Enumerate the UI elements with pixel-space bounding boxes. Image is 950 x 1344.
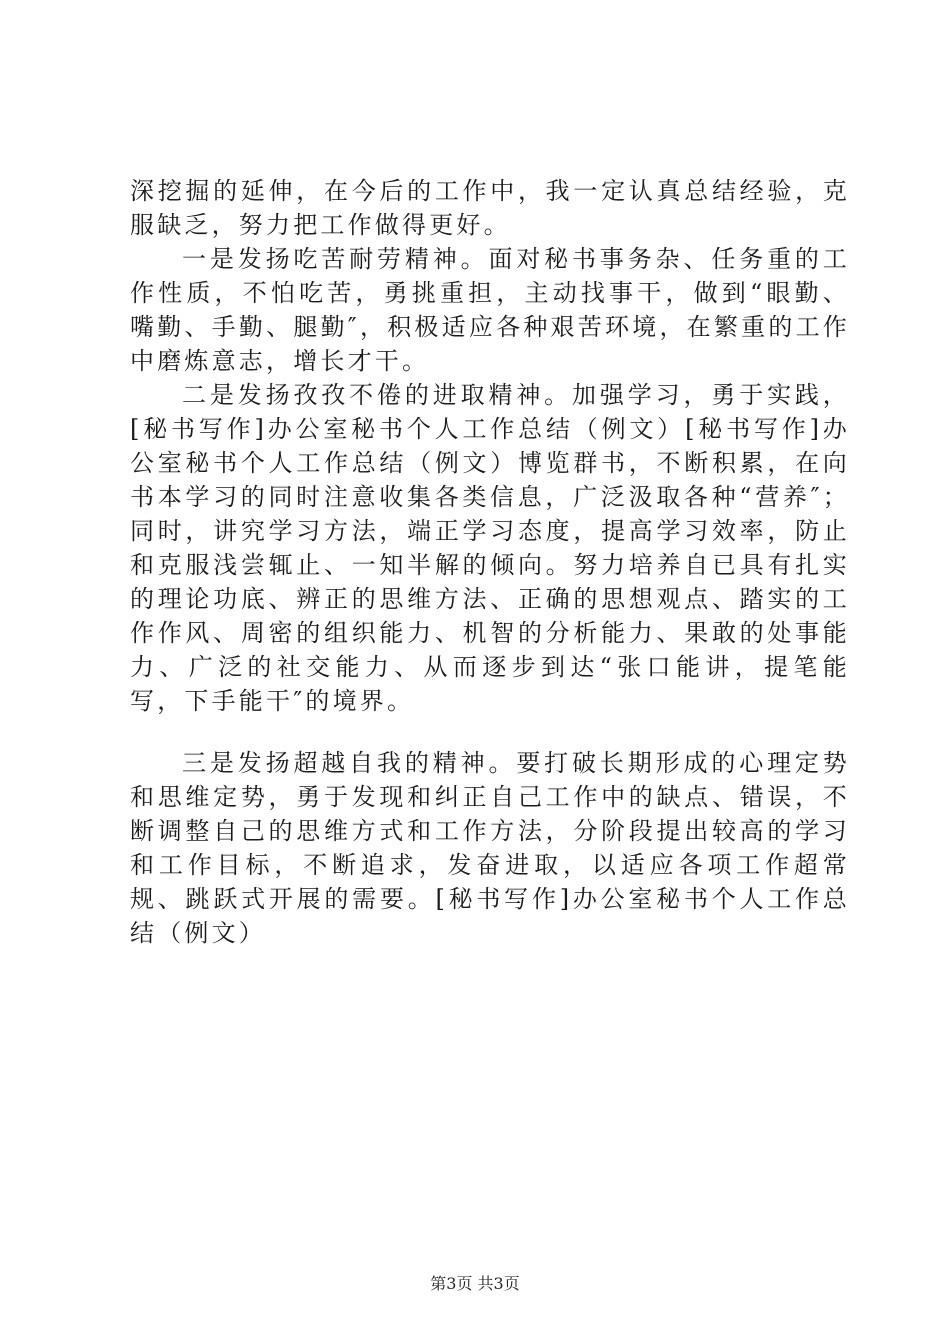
document-body [130, 174, 850, 950]
paragraph-point-two: 二是发扬孜孜不倦的进取精神。加强学习，勇于实践，[秘书写作]办公室秘书个人工作总结（例文）[秘书写作]办公室秘书个人工作总结（例文）博览群书，不断积累，在向书本学习的同时注意收集各类信息，广泛汲取各种“营养″；同时，讲究学习方法，端正学习态度，提高学习效率，防止和克服浅尝辄止、一知半解的倾向。努力培养自已具有扎实的理论功底、辨正的思维方法、正确的思想观点、踏实的工作作风、周密的组织能力、机智的分析能力、果敢的处事能力、广泛的社交能力、从而逐步到达“张口能讲，提笔能写，下手能干″的境界。 [130, 381, 850, 715]
paragraph-continuation: 深挖掘的延伸，在今后的工作中，我一定认真总结经验，克服缺乏，努力把工作做得更好。 [130, 177, 850, 239]
paragraph-point-three: 三是发扬超越自我的精神。要打破长期形成的心理定势和思维定势，勇于发现和纠正自己工作中的缺点、错误，不断调整自己的思维方式和工作方法，分阶段提出较高的学习和工作目标，不断追求，发奋进取，以适应各项工作超常规、跳跃式开展的需要。[秘书写作]办公室秘书个人工作总结（例文） [130, 749, 850, 947]
paragraph-point-one: 一是发扬吃苦耐劳精神。面对秘书事务杂、任务重的工作性质，不怕吃苦，勇挑重担，主动找事干，做到“眼勤、嘴勤、手勤、腿勤″，积极适应各种艰苦环境，在繁重的工作中磨炼意志，增长才干。 [130, 245, 850, 375]
page-number-footer: 第3页 共3页 [430, 1274, 520, 1293]
